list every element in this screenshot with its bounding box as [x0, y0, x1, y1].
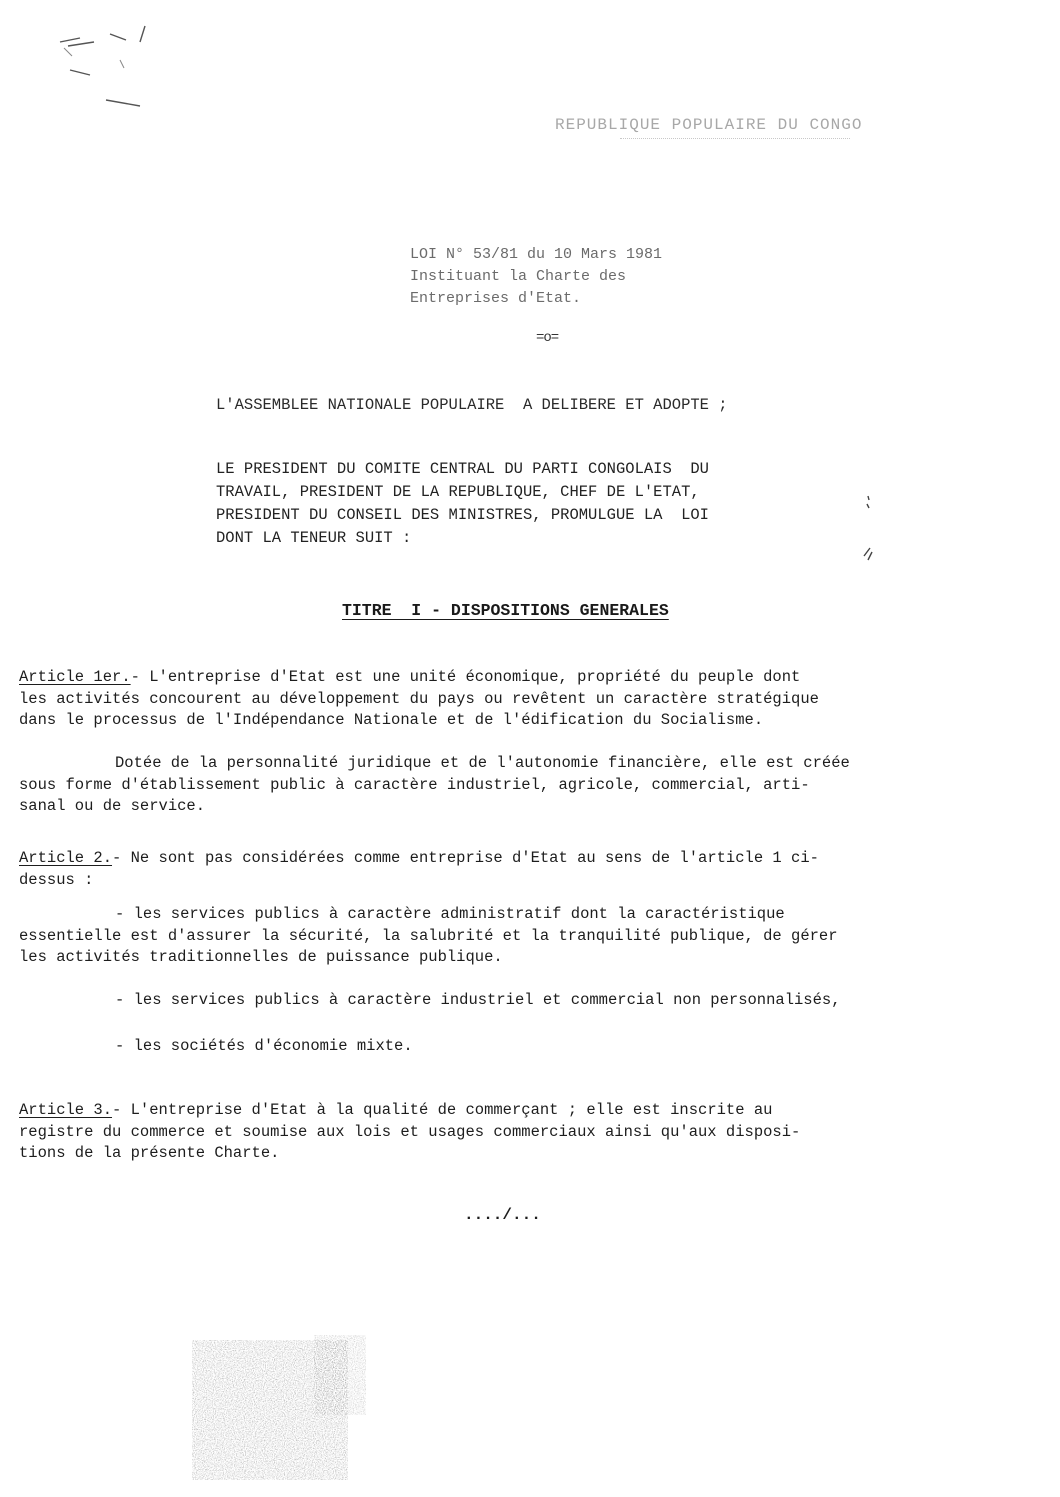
president-line: DONT LA TENEUR SUIT :	[216, 529, 412, 547]
law-subject-line1: Instituant la Charte des	[410, 268, 627, 285]
law-subject-line2: Entreprises d'Etat.	[410, 290, 582, 307]
article-text: dessus :	[19, 870, 94, 889]
president-line: TRAVAIL, PRESIDENT DE LA REPUBLIQUE, CHEF DE L'ETAT,	[216, 483, 700, 501]
list-item	[19, 990, 841, 1012]
assembly-statement: L'ASSEMBLEE NATIONALE POPULAIRE A DELIBERE ET ADOPTE ;	[216, 396, 728, 414]
country-header: REPUBLIQUE POPULAIRE DU CONGO	[555, 116, 863, 134]
paragraph-line: sanal ou de service.	[19, 797, 206, 815]
separator-mark: =o=	[536, 330, 559, 346]
law-reference	[410, 244, 662, 310]
president-line: PRESIDENT DU CONSEIL DES MINISTRES, PROMULGUE LA LOI	[216, 506, 709, 524]
article-text: - L'entreprise d'Etat est une unité économique, propriété du peuple dont	[130, 668, 801, 686]
article-label: Article 1er.	[19, 668, 131, 686]
list-item	[19, 904, 838, 969]
header-underline	[620, 138, 850, 149]
stamp-smudge	[190, 1315, 370, 1490]
paragraph-line: Dotée de la personnalité juridique et de l'autonomie financière, elle est créée	[115, 754, 850, 772]
article-text: dans le processus de l'Indépendance Nationale et de l'édification du Socialisme.	[19, 711, 764, 729]
article-text: tions de la présente Charte.	[19, 1144, 280, 1162]
president-line: LE PRESIDENT DU COMITE CENTRAL DU PARTI CONGOLAIS DU	[216, 460, 709, 478]
article-text: - Ne sont pas considérées comme entreprise d'Etat au sens de l'article 1 ci-	[112, 849, 819, 867]
president-statement	[216, 458, 709, 550]
article-label: Article 3.	[19, 1101, 113, 1119]
article-3	[19, 1100, 800, 1165]
article-1	[19, 667, 819, 732]
list-item-line: - les sociétés d'économie mixte.	[115, 1037, 413, 1055]
article-label: Article 2.	[19, 849, 113, 867]
list-item-line: - les services publics à caractère industriel et commercial non personnalisés,	[115, 991, 841, 1009]
list-item-line: essentielle est d'assurer la sécurité, la salubrité et la tranquilité publique, de gérer	[19, 926, 838, 945]
list-item-line: les activités traditionnelles de puissance publique.	[19, 948, 503, 966]
list-item	[19, 1036, 413, 1058]
page-continuation-mark: ..../...	[464, 1206, 541, 1224]
scan-artifact-marks	[50, 20, 170, 120]
law-number: LOI N° 53/81 du 10 Mars 1981	[410, 246, 663, 263]
article-text: - L'entreprise d'Etat à la qualité de commerçant ; elle est inscrite au	[112, 1101, 773, 1119]
paragraph-line: sous forme d'établissement public à caractère industriel, agricole, commercial, arti-	[19, 775, 810, 794]
list-item-line: - les services publics à caractère administratif dont la caractéristique	[115, 905, 785, 923]
margin-mark	[860, 490, 880, 570]
article-text: registre du commerce et soumise aux lois et usages commerciaux ainsi qu'aux disposi-	[19, 1122, 801, 1141]
article-text: les activités concourent au développement du pays ou revêtent un caractère stratégique	[19, 689, 819, 708]
article-2	[19, 848, 819, 891]
section-title: TITRE I - DISPOSITIONS GENERALES	[342, 601, 669, 620]
article-1-paragraph-2	[19, 753, 850, 818]
